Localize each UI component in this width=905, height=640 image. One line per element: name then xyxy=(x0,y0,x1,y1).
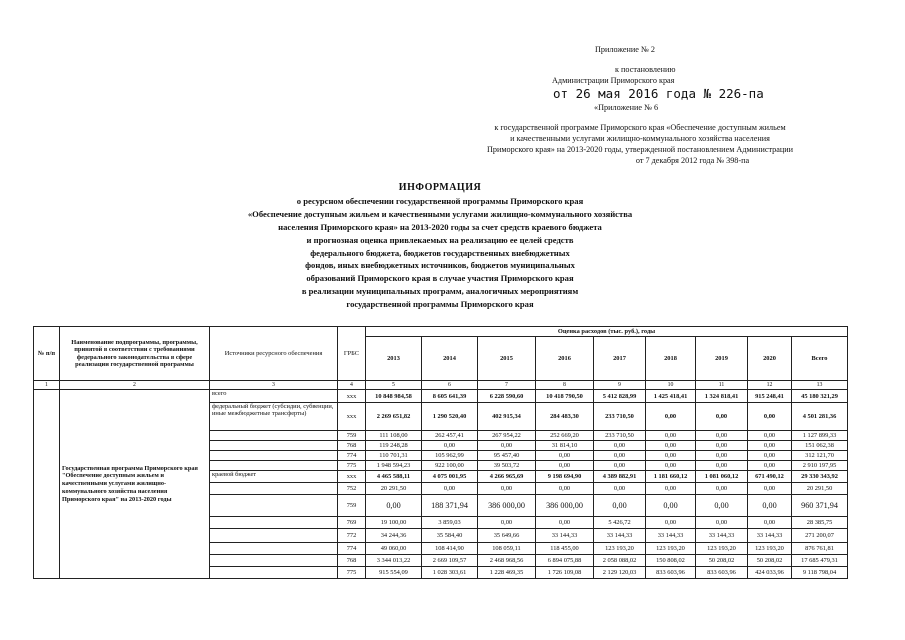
year-header: Всего xyxy=(792,337,848,381)
value-cell: 20 291,50 xyxy=(792,483,848,495)
value-cell: 35 649,66 xyxy=(478,529,536,543)
value-cell: 0,00 xyxy=(696,431,748,441)
title-line: федерального бюджета, бюджетов государственных внебюджетных xyxy=(310,247,570,258)
value-cell: 1 425 418,41 xyxy=(646,390,696,403)
value-cell: 915 248,41 xyxy=(748,390,792,403)
value-cell: 2 058 088,02 xyxy=(594,555,646,567)
value-cell: 0,00 xyxy=(696,461,748,471)
value-cell: 0,00 xyxy=(696,451,748,461)
value-cell: 0,00 xyxy=(646,461,696,471)
value-cell: 0,00 xyxy=(646,451,696,461)
value-cell: 0,00 xyxy=(646,517,696,529)
value-cell: 312 121,70 xyxy=(792,451,848,461)
title-line: и прогнозная оценка привлекаемых на реализацию ее целей средств xyxy=(306,234,574,245)
column-number: 13 xyxy=(792,381,848,390)
value-cell: 9 198 694,90 xyxy=(536,471,594,483)
value-cell: 0,00 xyxy=(748,461,792,471)
appendix-label: Приложение № 2 xyxy=(595,45,655,54)
resource-table xyxy=(33,326,848,579)
value-cell: 17 685 479,31 xyxy=(792,555,848,567)
value-cell: 1 726 109,08 xyxy=(536,567,594,579)
year-header: 2018 xyxy=(646,337,696,381)
column-number: 2 xyxy=(60,381,210,390)
value-cell: 876 761,81 xyxy=(792,543,848,555)
value-cell: 19 100,00 xyxy=(366,517,422,529)
grbs-cell: 768 xyxy=(338,441,366,451)
grbs-cell: ххх xyxy=(338,471,366,483)
value-cell: 123 193,20 xyxy=(696,543,748,555)
value-cell: 123 193,20 xyxy=(646,543,696,555)
document-title xyxy=(150,182,730,311)
value-cell: 50 208,02 xyxy=(696,555,748,567)
value-cell: 6 894 075,88 xyxy=(536,555,594,567)
grbs-cell: 774 xyxy=(338,451,366,461)
source-cell xyxy=(210,495,338,517)
administration-label: Администрации Приморского края xyxy=(552,76,675,85)
value-cell: 0,00 xyxy=(478,483,536,495)
value-cell: 35 584,40 xyxy=(422,529,478,543)
value-cell: 922 100,00 xyxy=(422,461,478,471)
value-cell: 50 208,02 xyxy=(748,555,792,567)
value-cell: 2 910 197,95 xyxy=(792,461,848,471)
value-cell: 0,00 xyxy=(536,451,594,461)
value-cell: 108 059,11 xyxy=(478,543,536,555)
source-cell: федеральный бюджет (субсидии, субвенции, иные межбюджетные трансферты) xyxy=(210,403,338,431)
grbs-cell: 772 xyxy=(338,529,366,543)
value-cell: 123 193,20 xyxy=(748,543,792,555)
source-cell xyxy=(210,451,338,461)
value-cell: 4 266 965,69 xyxy=(478,471,536,483)
column-number: 6 xyxy=(422,381,478,390)
value-cell: 150 808,02 xyxy=(646,555,696,567)
value-cell: 33 144,33 xyxy=(696,529,748,543)
value-cell: 29 330 343,92 xyxy=(792,471,848,483)
value-cell: 45 180 321,29 xyxy=(792,390,848,403)
value-cell: 0,00 xyxy=(594,495,646,517)
source-cell xyxy=(210,483,338,495)
source-cell xyxy=(210,543,338,555)
source-cell xyxy=(210,555,338,567)
value-cell: 0,00 xyxy=(696,483,748,495)
value-cell: 833 603,96 xyxy=(696,567,748,579)
value-cell: 151 062,38 xyxy=(792,441,848,451)
value-cell: 833 603,96 xyxy=(646,567,696,579)
value-cell: 402 915,34 xyxy=(478,403,536,431)
value-cell: 0,00 xyxy=(366,495,422,517)
col-source-header: Источники ресурсного обеспечения xyxy=(210,327,338,381)
value-cell: 271 200,07 xyxy=(792,529,848,543)
column-number: 8 xyxy=(536,381,594,390)
column-number: 7 xyxy=(478,381,536,390)
value-cell: 20 291,50 xyxy=(366,483,422,495)
value-cell: 233 710,50 xyxy=(594,403,646,431)
col-grbs-header: ГРБС xyxy=(338,327,366,381)
value-cell: 0,00 xyxy=(594,461,646,471)
grbs-cell: 774 xyxy=(338,543,366,555)
grbs-cell: ххх xyxy=(338,403,366,431)
grbs-cell: 759 xyxy=(338,495,366,517)
year-header: 2020 xyxy=(748,337,792,381)
to-program-block xyxy=(440,122,840,166)
value-cell: 0,00 xyxy=(536,461,594,471)
column-number: 4 xyxy=(338,381,366,390)
source-cell xyxy=(210,567,338,579)
appendix6-label: «Приложение № 6 xyxy=(594,103,659,112)
value-cell: 3 859,03 xyxy=(422,517,478,529)
to-program-line: Приморского края» на 2013-2020 годы, утвержденной постановлением Администрации xyxy=(486,145,794,154)
value-cell: 31 814,10 xyxy=(536,441,594,451)
value-cell: 0,00 xyxy=(478,441,536,451)
value-cell: 671 490,12 xyxy=(748,471,792,483)
value-cell: 105 962,99 xyxy=(422,451,478,461)
value-cell: 0,00 xyxy=(696,441,748,451)
col-estimate-header: Оценка расходов (тыс. руб.), годы xyxy=(366,327,848,337)
value-cell: 0,00 xyxy=(646,495,696,517)
title-line: фондов, иных внебюджетных источников, бюджетов муниципальных xyxy=(305,260,575,271)
resolution-date-number: от 26 мая 2016 года № 226-па xyxy=(553,86,764,101)
year-header: 2014 xyxy=(422,337,478,381)
value-cell: 1 228 469,35 xyxy=(478,567,536,579)
value-cell: 188 371,94 xyxy=(422,495,478,517)
value-cell: 8 605 641,39 xyxy=(422,390,478,403)
value-cell: 0,00 xyxy=(646,441,696,451)
value-cell: 233 710,50 xyxy=(594,431,646,441)
title-line: «Обеспечение доступным жильем и качественными услугами жилищно-коммунального хозяйства xyxy=(247,208,633,219)
to-resolution-label: к постановлению xyxy=(615,65,676,74)
grbs-cell: 775 xyxy=(338,461,366,471)
value-cell: 34 244,36 xyxy=(366,529,422,543)
value-cell: 0,00 xyxy=(748,441,792,451)
source-cell: всего xyxy=(210,390,338,403)
source-cell: краевой бюджет xyxy=(210,471,338,483)
source-cell xyxy=(210,517,338,529)
value-cell: 1 028 303,61 xyxy=(422,567,478,579)
value-cell: 262 457,41 xyxy=(422,431,478,441)
source-cell xyxy=(210,431,338,441)
value-cell: 0,00 xyxy=(536,517,594,529)
value-cell: 0,00 xyxy=(748,495,792,517)
col-number-header: № п/п xyxy=(34,327,60,381)
value-cell: 0,00 xyxy=(646,403,696,431)
value-cell: 110 701,31 xyxy=(366,451,422,461)
value-cell: 33 144,33 xyxy=(594,529,646,543)
to-program-line: от 7 декабря 2012 года № 398-па xyxy=(635,156,750,165)
value-cell: 252 669,20 xyxy=(536,431,594,441)
year-header: 2015 xyxy=(478,337,536,381)
value-cell: 0,00 xyxy=(748,431,792,441)
column-number: 5 xyxy=(366,381,422,390)
value-cell: 123 193,20 xyxy=(594,543,646,555)
column-number: 12 xyxy=(748,381,792,390)
value-cell: 9 118 798,04 xyxy=(792,567,848,579)
value-cell: 33 144,33 xyxy=(646,529,696,543)
source-cell xyxy=(210,461,338,471)
value-cell: 267 954,22 xyxy=(478,431,536,441)
value-cell: 0,00 xyxy=(594,441,646,451)
column-number: 11 xyxy=(696,381,748,390)
to-program-line: к государственной программе Приморского края «Обеспечение доступным жильем xyxy=(494,123,786,132)
value-cell: 0,00 xyxy=(696,495,748,517)
value-cell: 95 457,40 xyxy=(478,451,536,461)
value-cell: 5 426,72 xyxy=(594,517,646,529)
value-cell: 0,00 xyxy=(646,483,696,495)
title-main: ИНФОРМАЦИЯ xyxy=(398,182,482,193)
value-cell: 0,00 xyxy=(422,441,478,451)
year-header: 2019 xyxy=(696,337,748,381)
value-cell: 0,00 xyxy=(594,483,646,495)
value-cell: 0,00 xyxy=(422,483,478,495)
value-cell: 1 127 899,33 xyxy=(792,431,848,441)
value-cell: 118 455,00 xyxy=(536,543,594,555)
grbs-cell: 775 xyxy=(338,567,366,579)
value-cell: 1 290 520,40 xyxy=(422,403,478,431)
value-cell: 0,00 xyxy=(696,517,748,529)
col-name-header: Наименование подпрограммы, программы, принятой в соответствии с требованиями федерального законодательства в сфере реализации государственной программы xyxy=(60,327,210,381)
grbs-cell: ххх xyxy=(338,390,366,403)
value-cell: 33 144,33 xyxy=(536,529,594,543)
title-line: о ресурсном обеспечении государственной программы Приморского края xyxy=(296,195,584,206)
program-name-cell: Государственная программа Приморского края "Обеспечение доступным жильем и качественными услугами жилищно-коммунального хозяйства населения Приморского края" на 2013-2020 годы xyxy=(60,390,210,579)
value-cell: 0,00 xyxy=(748,483,792,495)
value-cell: 108 414,90 xyxy=(422,543,478,555)
value-cell: 4 465 588,11 xyxy=(366,471,422,483)
value-cell: 10 418 790,50 xyxy=(536,390,594,403)
grbs-cell: 752 xyxy=(338,483,366,495)
value-cell: 2 468 968,56 xyxy=(478,555,536,567)
value-cell: 0,00 xyxy=(748,403,792,431)
column-number: 3 xyxy=(210,381,338,390)
value-cell: 1 081 060,12 xyxy=(696,471,748,483)
value-cell: 28 385,75 xyxy=(792,517,848,529)
value-cell: 424 033,96 xyxy=(748,567,792,579)
value-cell: 119 248,28 xyxy=(366,441,422,451)
value-cell: 4 389 882,91 xyxy=(594,471,646,483)
grbs-cell: 759 xyxy=(338,431,366,441)
value-cell: 5 412 828,99 xyxy=(594,390,646,403)
value-cell: 4 075 001,95 xyxy=(422,471,478,483)
row-number-cell xyxy=(34,390,60,579)
value-cell: 49 060,00 xyxy=(366,543,422,555)
value-cell: 2 269 651,82 xyxy=(366,403,422,431)
value-cell: 0,00 xyxy=(748,517,792,529)
value-cell: 4 501 281,36 xyxy=(792,403,848,431)
title-line: образований Приморского края в случае участия Приморского края xyxy=(306,273,574,284)
to-program-line: и качественными услугами жилищно-коммунального хозяйства населения xyxy=(510,134,770,143)
grbs-cell: 769 xyxy=(338,517,366,529)
value-cell: 0,00 xyxy=(696,403,748,431)
column-number: 10 xyxy=(646,381,696,390)
value-cell: 10 848 984,58 xyxy=(366,390,422,403)
year-header: 2016 xyxy=(536,337,594,381)
source-cell xyxy=(210,529,338,543)
value-cell: 2 129 120,03 xyxy=(594,567,646,579)
value-cell: 1 181 660,12 xyxy=(646,471,696,483)
value-cell: 915 554,09 xyxy=(366,567,422,579)
value-cell: 6 228 590,60 xyxy=(478,390,536,403)
table-row xyxy=(34,390,848,403)
year-header: 2017 xyxy=(594,337,646,381)
value-cell: 39 503,72 xyxy=(478,461,536,471)
value-cell: 111 108,00 xyxy=(366,431,422,441)
value-cell: 0,00 xyxy=(646,431,696,441)
value-cell: 3 344 013,22 xyxy=(366,555,422,567)
column-number-row xyxy=(34,381,848,390)
title-line: в реализации муниципальных программ, аналогичных мероприятиям xyxy=(301,286,579,297)
value-cell: 0,00 xyxy=(748,451,792,461)
value-cell: 1 324 818,41 xyxy=(696,390,748,403)
value-cell: 2 669 109,57 xyxy=(422,555,478,567)
value-cell: 1 948 594,23 xyxy=(366,461,422,471)
value-cell: 0,00 xyxy=(594,451,646,461)
value-cell: 0,00 xyxy=(478,517,536,529)
column-number: 9 xyxy=(594,381,646,390)
value-cell: 33 144,33 xyxy=(748,529,792,543)
grbs-cell: 768 xyxy=(338,555,366,567)
value-cell: 284 483,30 xyxy=(536,403,594,431)
value-cell: 386 000,00 xyxy=(536,495,594,517)
value-cell: 960 371,94 xyxy=(792,495,848,517)
value-cell: 386 000,00 xyxy=(478,495,536,517)
value-cell: 0,00 xyxy=(536,483,594,495)
column-number: 1 xyxy=(34,381,60,390)
title-line: населения Приморского края» на 2013-2020 годы за счет средств краевого бюджета xyxy=(278,221,602,232)
title-line: государственной программы Приморского края xyxy=(346,299,534,310)
year-header: 2013 xyxy=(366,337,422,381)
source-cell xyxy=(210,441,338,451)
